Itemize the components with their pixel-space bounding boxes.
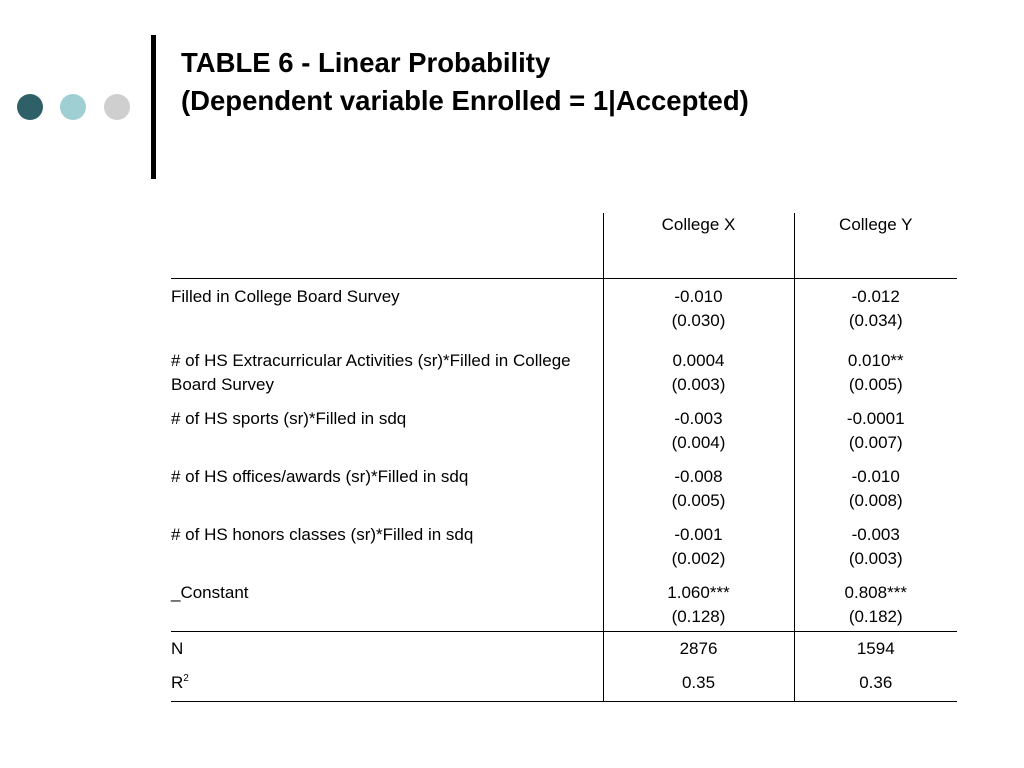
coefficient: -0.0001 [846, 408, 905, 428]
standard-error: (0.030) [671, 310, 726, 330]
row-label: # of HS honors classes (sr)*Filled in sdq [171, 523, 603, 581]
stat-label-text: R [171, 673, 184, 692]
standard-error: (0.004) [671, 432, 726, 452]
stat-label [171, 666, 603, 701]
college-x-cell [603, 581, 794, 632]
standard-error: (0.007) [848, 432, 903, 452]
title-line-2: (Dependent variable Enrolled = 1|Accepted) [181, 85, 749, 116]
standard-error: (0.003) [671, 374, 726, 394]
title-divider-bar [151, 35, 156, 179]
table-row [171, 523, 957, 581]
table-row [171, 581, 957, 632]
college-x-stat: 0.35 [603, 666, 794, 701]
college-x-cell [603, 349, 794, 407]
row-label: Filled in College Board Survey [171, 278, 603, 349]
table-header-row [171, 213, 957, 278]
standard-error: (0.005) [671, 490, 726, 510]
coefficient: 1.060*** [667, 582, 730, 602]
header-college-x: College X [603, 213, 794, 278]
college-x-cell [603, 523, 794, 581]
college-y-cell [794, 523, 957, 581]
stat-label-text: N [171, 638, 184, 658]
standard-error: (0.005) [848, 374, 903, 394]
stat-row [171, 666, 957, 701]
dot-light-teal [60, 94, 86, 120]
header-college-y: College Y [794, 213, 957, 278]
dot-gray [104, 94, 130, 120]
coefficient-rows [171, 278, 957, 631]
header-empty [171, 213, 603, 278]
college-y-cell [794, 581, 957, 632]
title-line-1: TABLE 6 - Linear Probability [181, 47, 551, 78]
standard-error: (0.034) [848, 310, 903, 330]
college-y-cell [794, 465, 957, 523]
coefficient: -0.010 [674, 286, 723, 306]
table-row [171, 465, 957, 523]
stat-label-superscript: 2 [183, 673, 189, 684]
college-x-stat: 2876 [603, 631, 794, 666]
college-x-cell [603, 278, 794, 349]
row-label: # of HS Extracurricular Activities (sr)*Filled in College Board Survey [171, 349, 603, 407]
coefficient: -0.012 [851, 286, 900, 306]
dot-dark-teal [17, 94, 43, 120]
row-label: # of HS offices/awards (sr)*Filled in sdq [171, 465, 603, 523]
stat-row [171, 631, 957, 666]
college-y-cell [794, 407, 957, 465]
coefficient: 0.0004 [672, 350, 725, 370]
regression-table [171, 213, 957, 702]
college-x-cell [603, 465, 794, 523]
college-y-stat: 1594 [856, 638, 895, 658]
statistic-rows [171, 631, 957, 701]
coefficient: -0.003 [851, 524, 900, 544]
row-label: # of HS sports (sr)*Filled in sdq [171, 407, 603, 465]
coefficient: -0.010 [851, 466, 900, 486]
table-row [171, 278, 957, 349]
slide-title [181, 44, 749, 120]
college-x-cell [603, 407, 794, 465]
table-row [171, 407, 957, 465]
standard-error: (0.003) [848, 548, 903, 568]
college-y-cell [794, 278, 957, 349]
standard-error: (0.002) [671, 548, 726, 568]
stat-label [171, 631, 603, 666]
row-label: _Constant [171, 581, 603, 632]
standard-error: (0.128) [671, 606, 726, 626]
coefficient: -0.003 [674, 408, 723, 428]
college-y-cell [794, 349, 957, 407]
table-row [171, 349, 957, 407]
coefficient: -0.008 [674, 466, 723, 486]
coefficient: 0.010** [847, 350, 904, 370]
standard-error: (0.182) [848, 606, 903, 626]
coefficient: 0.808*** [844, 582, 907, 602]
coefficient: -0.001 [674, 524, 723, 544]
standard-error: (0.008) [848, 490, 903, 510]
college-y-stat: 0.36 [794, 666, 957, 701]
